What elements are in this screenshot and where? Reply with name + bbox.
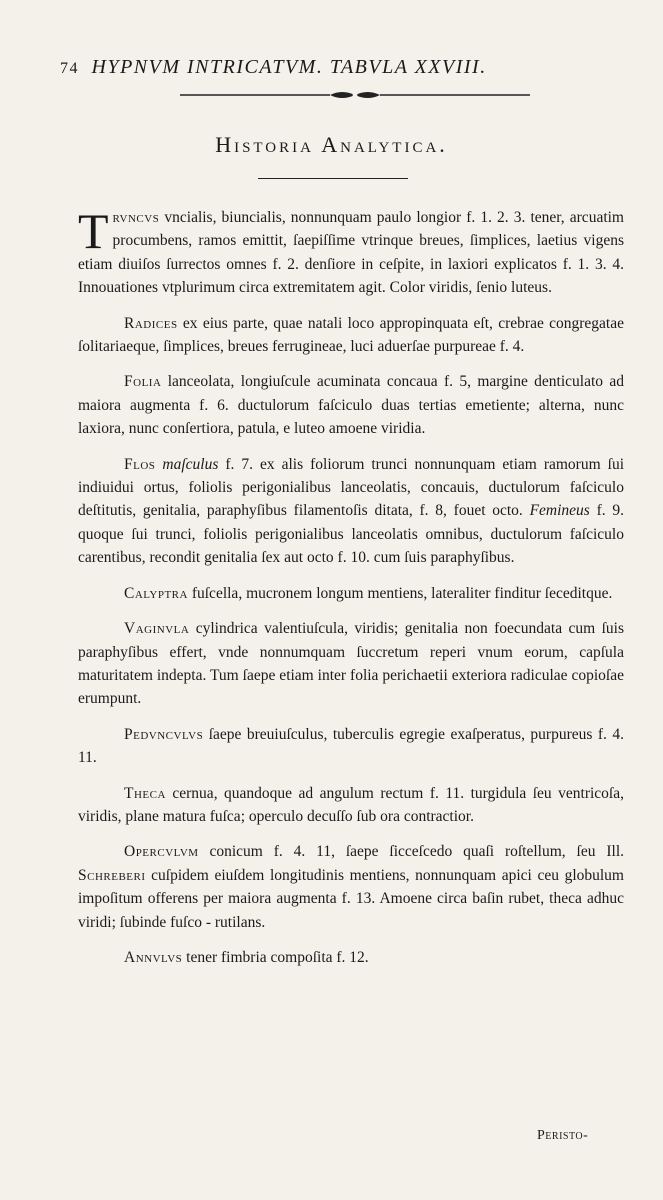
paragraph-text: cuſpidem eiuſdem longitudinis mentiens, nonnunquam apici ceu globulum impoſitum offerens per maiora augmenta f. 13. Amoene circa baſin rubet, theca adhuc viridi; ſubinde fuſco - rutilans.: [78, 866, 624, 931]
paragraph-pedunculus: [78, 723, 624, 770]
lead-word: Flos: [124, 455, 156, 473]
lead-word: rvncvs: [112, 209, 160, 226]
lead-word: Pedvncvlvs: [124, 725, 204, 743]
lead-word: Opercvlvm: [124, 843, 199, 861]
lead-word: Folia: [124, 373, 162, 391]
body-text: [78, 203, 625, 981]
lead-word: Radices: [124, 314, 178, 332]
paragraph-radices: [78, 312, 624, 359]
lead-word: Theca: [124, 784, 166, 802]
paragraph-operculum: [78, 840, 624, 934]
schreberi-name: Schreberi: [78, 866, 146, 884]
ornamental-rule: [180, 88, 530, 102]
femineus-label: Femineus: [529, 502, 590, 520]
drop-cap: T: [78, 203, 109, 259]
paragraph-text: tener fimbria compoſita f. 12.: [182, 948, 369, 966]
paragraph-text: ex eius parte, quae natali loco appropinquata eſt, crebrae congregatae ſolitariaeque, ſimplices, breues ferrugineae, luci aduerſae purpureae f. 4.: [78, 314, 624, 356]
lead-italic: maſculus: [162, 455, 219, 473]
paragraph-truncus: [78, 203, 624, 300]
paragraph-text: lanceolata, longiuſcule acuminata concaua f. 5, margine denticulato ad maiora augmenta f. 6. ductulorum faſciculo duas tertias emetiente; alterna, nunc laxiora, nunc conſertiora, patula, e luteo amoene viridia.: [78, 373, 624, 438]
paragraph-annulus: [78, 946, 624, 969]
page-number: 74: [60, 60, 79, 77]
paragraph-vaginula: [78, 617, 624, 711]
paragraph-text: cernua, quandoque ad angulum rectum f. 11. turgidula ſeu ventricoſa, viridis, plane matura fuſca; operculo decuſſo ſub ora contractior.: [78, 784, 624, 825]
title-rule: [258, 178, 408, 179]
paragraph-text: fuſcella, mucronem longum mentiens, lateraliter finditur ſeceditque.: [187, 584, 613, 602]
paragraph-calyptra: [78, 582, 624, 605]
paragraph-text: f. 9. quoque ſui trunci, foliolis perigonialibus lanceolatis omnibus, ductulorum faſciculo carentibus, recondit genitalia ſex aut octo f. 10. cum ſuis paraphyſibus.: [78, 502, 624, 567]
lead-word: Vaginvla: [124, 620, 190, 638]
paragraph-flos: [78, 453, 624, 570]
paragraph-text: vncialis, biuncialis, nonnunquam paulo longior f. 1. 2. 3. tener, arcuatim procumbens, ramos emittit, ſaepiſſime vtrinque breues, ſimplices, laetius vigens etiam diuiſos ſurrectos omnes f. 2. denſiore in ceſpite, in laxiori explicatos f. 1. 3. 4. Innouationes vtplurimum circa extremitatem agit. Color viridis, ſenio luteus.: [78, 209, 624, 297]
paragraph-text: conicum f. 4. 11, ſaepe ſicceſcedo quaſi roſtellum, ſeu Ill.: [198, 843, 624, 861]
paragraph-folia: [78, 370, 624, 440]
paragraph-text: f. 7. ex alis foliorum trunci nonnunquam etiam ramorum ſui indiuidui ortus, foliolis perigonialibus lanceolatis, concauis, ductulorum faſciculo deſtitutis, genitalia, paraphyſibus filamentoſis ditata, f. 8, fouet octo.: [78, 455, 625, 520]
paragraph-text: cylindrica valentiuſcula, viridis; genitalia non foecundata cum ſuis paraphyſibus effert, vnde nonnumquam ſuccretum reperi vnum eorum, capſula maturitatem indepta. Tum ſaepe etiam inter folia perichaetii exteriora radiculae copioſae erumpunt.: [78, 620, 624, 708]
section-title: Historia Analytica.: [215, 132, 448, 157]
paragraph-text: ſaepe breuiuſculus, tuberculis egregie exaſperatus, purpureus f. 4. 11.: [78, 725, 624, 767]
lead-word: Annvlvs: [124, 948, 183, 966]
catchword: Peristo-: [537, 1128, 589, 1143]
running-title: HYPNVM INTRICATVM. TABVLA XXVIII.: [91, 56, 487, 78]
running-head: [60, 56, 620, 79]
paragraph-theca: [78, 782, 624, 829]
lead-word: Calyptra: [124, 584, 188, 602]
